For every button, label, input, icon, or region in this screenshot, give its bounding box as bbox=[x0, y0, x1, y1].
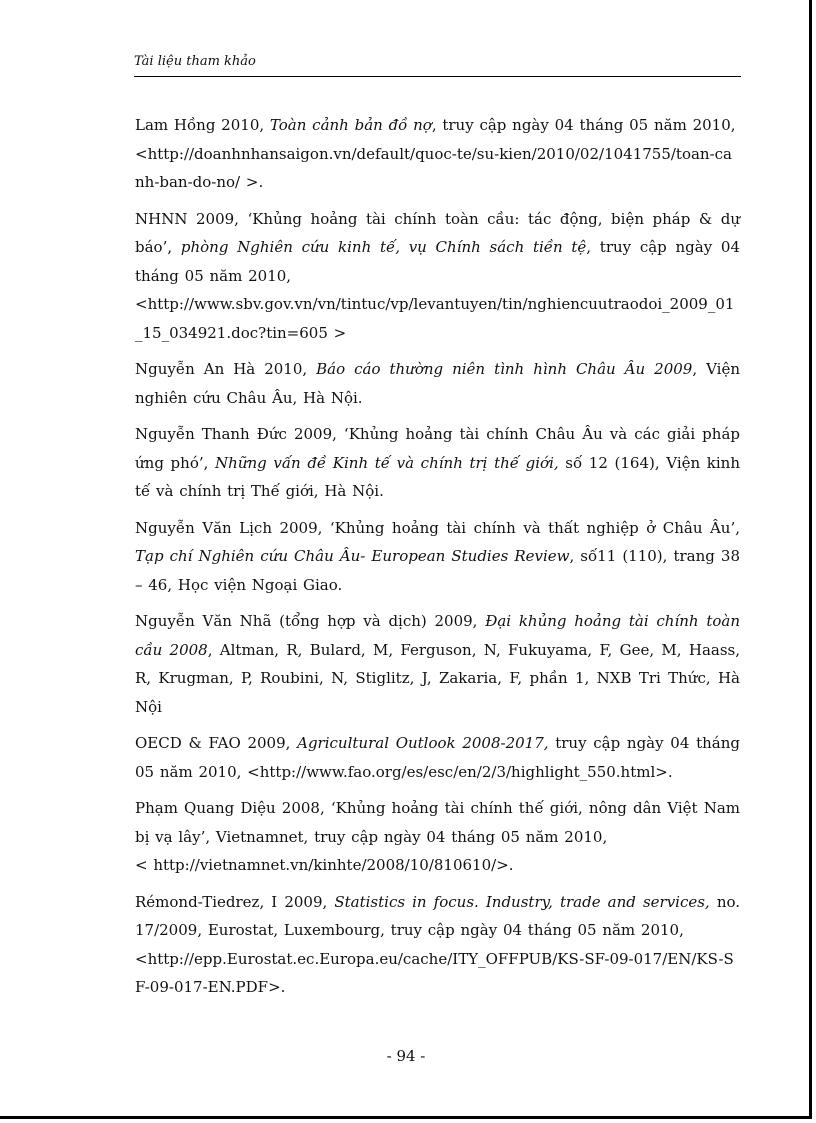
reference-item bbox=[135, 794, 740, 880]
reference-author: Nguyễn Văn Lịch 2009, ‘Khủng hoảng tài chính và thất nghiệp ở Châu Âu’, bbox=[135, 518, 740, 537]
page-footer bbox=[0, 1045, 812, 1067]
reference-author: Phạm Quang Diệu 2008, ‘Khủng hoảng tài chính thế giới, nông dân Việt Nam bị vạ lây’, Vietnamnet, truy cập ngày 04 tháng 05 năm 2010, bbox=[135, 799, 740, 846]
reference-author: Rémond-Tiedrez, I 2009, bbox=[135, 892, 328, 911]
reference-item bbox=[135, 607, 740, 721]
reference-title: Đại khủng hoảng tài chính toàn cầu 2008 bbox=[135, 612, 740, 659]
reference-item bbox=[135, 205, 740, 348]
reference-details: , truy cập ngày 04 tháng 05 năm 2010, bbox=[135, 238, 740, 285]
reference-url: < http://vietnamnet.vn/kinhte/2008/10/810610/>. bbox=[135, 856, 514, 874]
reference-details: , truy cập ngày 04 tháng 05 năm 2010, bbox=[431, 116, 736, 134]
reference-item bbox=[135, 888, 740, 1002]
reference-author: Nguyễn Thanh Đức 2009, ‘Khủng hoảng tài chính Châu Âu và các giải pháp ứng phó’, bbox=[135, 425, 740, 472]
page-number: - 94 - bbox=[386, 1047, 426, 1065]
reference-author: OECD & FAO 2009, bbox=[135, 734, 291, 752]
reference-author: Lam Hồng 2010, bbox=[135, 116, 265, 134]
reference-url: <http://www.sbv.gov.vn/vn/tintuc/vp/levantuyen/tin/nghiencuutraodoi_2009_01_15_034921.doc?tin=605 > bbox=[135, 295, 735, 342]
reference-details: no. 17/2009, Eurostat, Luxembourg, truy cập ngày 04 tháng 05 năm 2010, bbox=[135, 892, 741, 939]
reference-details: , Viện nghiên cứu Châu Âu, Hà Nội. bbox=[135, 360, 740, 407]
reference-details: , số11 (110), trang 38 – 46, Học viện Ngoại Giao. bbox=[135, 547, 740, 594]
reference-url: <http://epp.Eurostat.ec.Europa.eu/cache/ITY_OFFPUB/KS-SF-09-017/EN/KS-SF-09-017-EN.PDF>. bbox=[135, 949, 734, 996]
reference-item bbox=[135, 355, 740, 412]
reference-item bbox=[135, 420, 740, 506]
reference-title: Tạp chí Nghiên cứu Châu Âu- European Studies Review bbox=[135, 547, 570, 565]
reference-item bbox=[135, 729, 740, 786]
reference-title: Báo cáo thường niên tình hình Châu Âu 2009 bbox=[316, 360, 693, 378]
reference-author: Nguyễn An Hà 2010, bbox=[135, 360, 308, 378]
running-header bbox=[134, 52, 741, 77]
reference-details: truy cập ngày 04 tháng 05 năm 2010, <http://www.fao.org/es/esc/en/2/3/highlight_550.html>. bbox=[135, 734, 740, 781]
reference-item bbox=[135, 514, 740, 600]
reference-author: Nguyễn Văn Nhã (tổng hợp và dịch) 2009, bbox=[135, 612, 478, 630]
header-title: Tài liệu tham khảo bbox=[134, 54, 256, 69]
reference-title: phòng Nghiên cứu kinh tế, vụ Chính sách tiền tệ bbox=[180, 238, 587, 256]
reference-title: Agricultural Outlook 2008-2017, bbox=[297, 734, 549, 752]
reference-author: NHNN 2009, ‘Khủng hoảng tài chính toàn cầu: tác động, biện pháp & dự báo’, bbox=[135, 209, 740, 256]
reference-item bbox=[135, 111, 740, 197]
reference-title: Toàn cảnh bản đồ nợ bbox=[269, 116, 432, 134]
reference-details: số 12 (164), Viện kinh tế và chính trị Thế giới, Hà Nội. bbox=[135, 453, 740, 500]
reference-list bbox=[135, 111, 740, 1010]
reference-title: Những vấn đề Kinh tế và chính trị thế giới, bbox=[215, 453, 559, 472]
reference-url: <http://doanhnhansaigon.vn/default/quoc-te/su-kien/2010/02/1041755/toan-canh-ban-do-no/ >. bbox=[135, 144, 732, 191]
reference-title: Statistics in focus. Industry, trade and services, bbox=[334, 892, 710, 911]
reference-details: , Altman, R, Bulard, M, Ferguson, N, Fukuyama, F, Gee, M, Haass, R, Krugman, P, Roubini, N, Stiglitz, J, Zakaria, F, phần 1, NXB Tri Thức, Hà Nội bbox=[135, 640, 740, 716]
